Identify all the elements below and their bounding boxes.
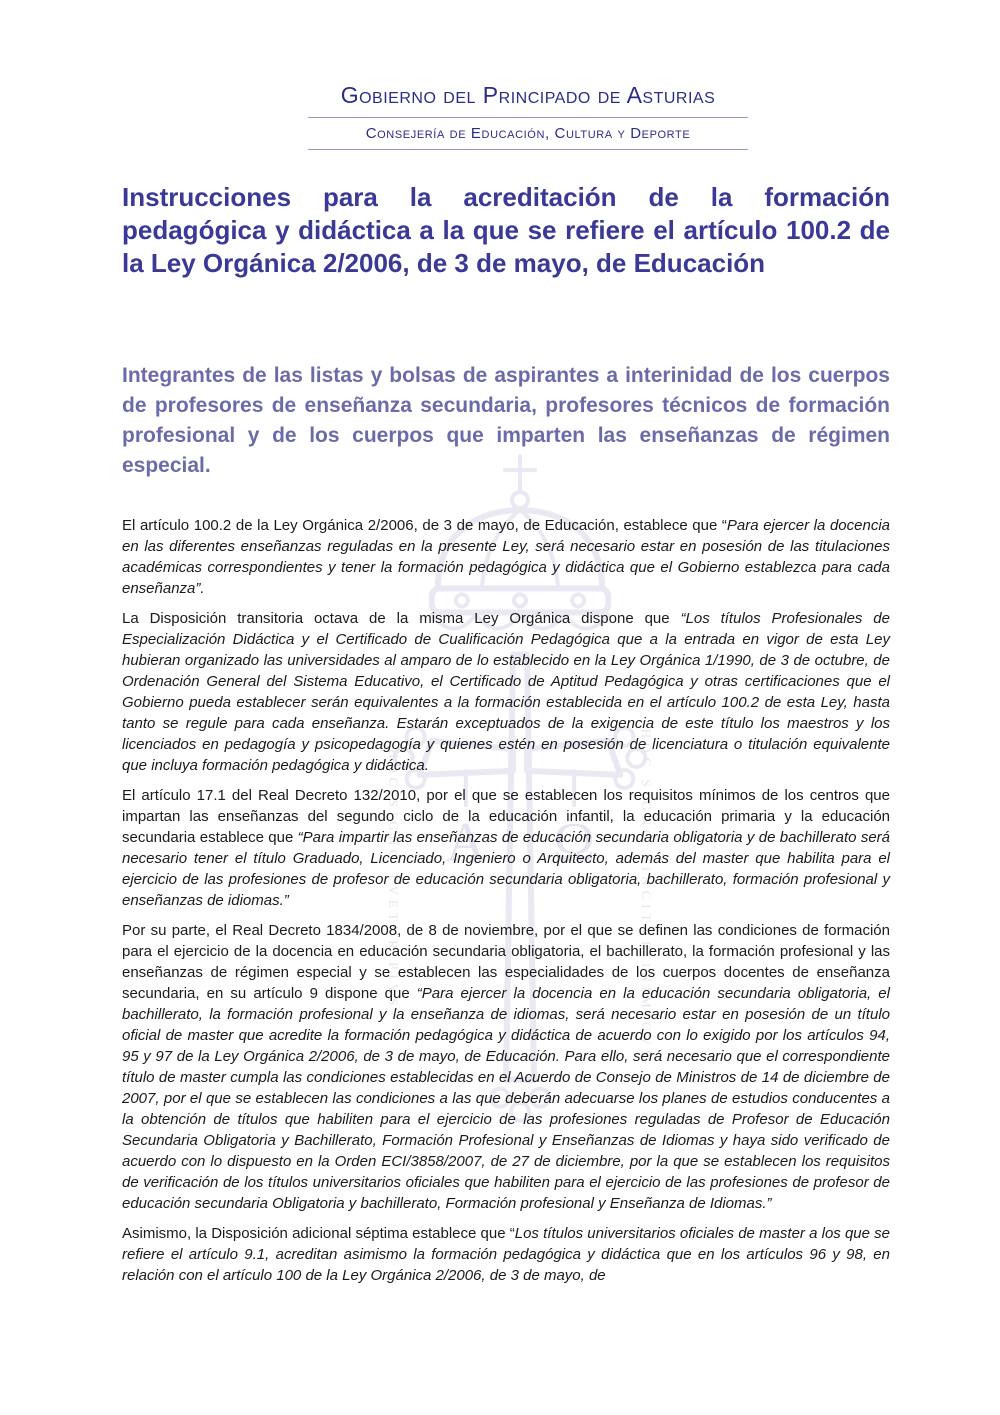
- paragraph: El artículo 100.2 de la Ley Orgánica 2/2006, de 3 de mayo, de Educación, establece que “Para ejercer la docencia en las diferentes enseñanzas reguladas en la presente Ley, será necesario estar en posesión de las titulaciones académicas correspondientes y tener la formación pedagógica y didáctica que el Gobierno establezca para cada enseñanza”.: [122, 517, 890, 597]
- department-name: Consejería de Educación, Cultura y Deporte: [365, 125, 691, 142]
- document-title: Instrucciones para la acreditación de la formación pedagógica y didáctica a la que se refiere el artículo 100.2 de la Ley Orgánica 2/2006, de 3 de mayo, de Educación: [122, 182, 890, 278]
- letterhead: [308, 82, 748, 150]
- paragraph: La Disposición transitoria octava de la misma Ley Orgánica dispone que “Los títulos Profesionales de Especialización Didáctica y el Certificado de Cualificación Pedagógica que a la entrada en vigor de esta Ley hubieran organizado las universidades al amparo de lo establecido en la Ley Orgánica 1/1990, de 3 de octubre, de Ordenación General del Sistema Educativo, el Certificado de Aptitud Pedagógica y otras certificaciones que el Gobierno pueda establecer serán equivalentes a la formación establecida en el artículo 100.2 de esta Ley, hasta tanto se regule para cada enseñanza. Estarán exceptuados de la exigencia de este título los maestros y los licenciados en pedagogía y psicopedagogía y quienes estén en posesión de licenciatura o titulación equivalente que incluya formación pedagógica y didáctica.: [122, 610, 890, 774]
- header-divider-bottom: [308, 149, 748, 150]
- header-divider-top: [308, 117, 748, 118]
- paragraph: Por su parte, el Real Decreto 1834/2008, de 8 de noviembre, por el que se definen las condiciones de formación para el ejercicio de la docencia en educación secundaria obligatoria, el bachillerato, la formación profesional y las enseñanzas de régimen especial y se establecen las especialidades de los cuerpos docentes de enseñanza secundaria, en su artículo 9 dispone que “Para ejercer la docencia en la educación secundaria obligatoria, el bachillerato, la formación profesional y la enseñanza de idiomas, será necesario estar en posesión de un título oficial de master que acredite la formación pedagógica y didáctica de acuerdo con lo exigido por los artículos 94, 95 y 97 de la Ley Orgánica 2/2006, de 3 de mayo, de Educación. Para ello, será necesario que el correspondiente título de master cumpla las condiciones establecidas en el Acuerdo de Consejo de Ministros de 14 de diciembre de 2007, por el que se establecen las condiciones a las que deberán adecuarse los planes de estudios conducentes a la obtención de títulos que habiliten para el ejercicio de las profesiones reguladas de Profesor de Educación Secundaria Obligatoria y Bachillerato, Formación Profesional y Enseñanzas de Idiomas y haya sido verificado de acuerdo con lo dispuesto en la Orden ECI/3858/2007, de 27 de diciembre, por la que se establecen los requisitos de verificación de los títulos universitarios oficiales que habiliten para el ejercicio de las profesiones de profesor de educación secundaria Obligatoria y bachillerato, Formación profesional y Enseñanza de Idiomas.”: [122, 922, 890, 1212]
- paragraph: Asimismo, la Disposición adicional séptima establece que “Los títulos universitarios oficiales de master a los que se refiere el artículo 9.1, acreditan asimismo la formación pedagógica y didáctica que en los artículos 96 y 98, en relación con el artículo 100 de la Ley Orgánica 2/2006, de 3 de mayo, de: [122, 1225, 891, 1284]
- watermark-left-inscription: HOC SIGNO TVETVR PIVS: [386, 748, 402, 1011]
- document-subtitle: Integrantes de las listas y bolsas de aspirantes a interinidad de los cuerpos de profesores de enseñanza secundaria, profesores técnicos de formación profesional y de los cuerpos que imparten las enseñanzas de régimen especial.: [122, 364, 890, 477]
- paragraph: El artículo 17.1 del Real Decreto 132/2010, por el que se establecen los requisitos mínimos de los centros que impartan las enseñanzas del segundo ciclo de la educación infantil, la educación primaria y la educación secundaria establece que “Para impartir las enseñanzas de educación secundaria obligatoria y de bachillerato será necesario tener el título Graduado, Licenciado, Ingeniero o Arquitecto, además del master que habilita para el ejercicio de las profesiones de profesor de educación secundaria obligatoria, bachillerato, formación profesional y enseñanzas de idiomas.”: [122, 787, 891, 909]
- watermark-alpha-glyph: Α: [445, 812, 487, 875]
- document-body: [122, 515, 890, 1295]
- government-name: Gobierno del Principado de Asturias: [340, 82, 716, 108]
- watermark-right-inscription: HOC SIGNO VINCITVR INIMICVS: [638, 728, 654, 1063]
- watermark-omega-glyph: Ω: [553, 812, 596, 875]
